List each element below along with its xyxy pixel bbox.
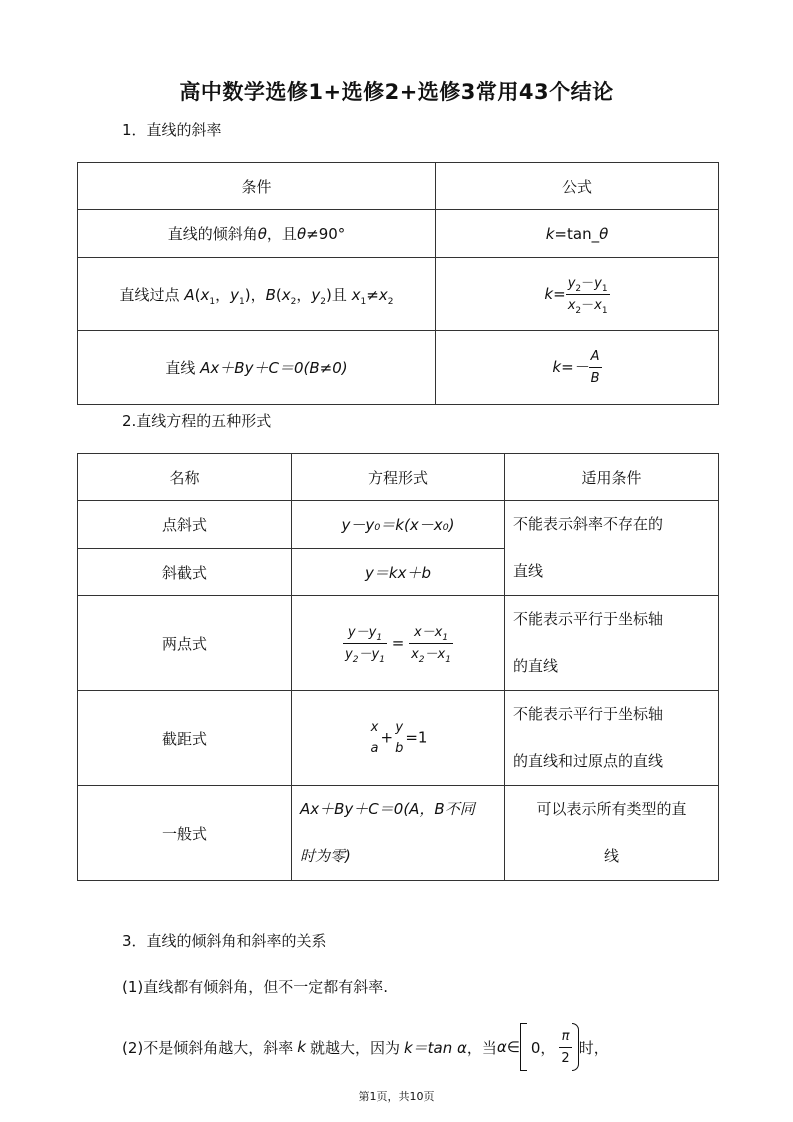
form-equation: y－y₀＝k(x－x₀) <box>292 501 505 549</box>
forms-header-name: 名称 <box>78 454 292 501</box>
text: －y <box>358 646 380 662</box>
var: x <box>378 285 388 304</box>
subscript: 1 <box>238 296 245 307</box>
text: =1 <box>405 728 428 747</box>
equation: Ax＋By＋C＝0(B≠0) <box>200 359 348 377</box>
subscript: 1 <box>445 654 451 665</box>
denominator: B <box>590 371 600 386</box>
var: x <box>594 297 602 313</box>
var: y <box>567 275 576 291</box>
slope-header-condition: 条件 <box>78 163 436 210</box>
section2-heading: 2.直线方程的五种形式 <box>122 412 272 430</box>
text: 时为零) <box>300 847 351 865</box>
numerator: x <box>370 720 379 735</box>
text: 直线过点 <box>119 285 180 304</box>
point-a: A <box>184 285 195 304</box>
var: x <box>351 285 361 304</box>
fraction <box>409 624 453 665</box>
var: y <box>594 275 602 291</box>
subscript: 2 <box>387 296 394 307</box>
text: 直线的倾斜角 <box>167 225 258 243</box>
form-condition <box>505 501 719 596</box>
numerator: y <box>395 720 404 735</box>
subscript: 1 <box>376 632 383 643</box>
plus: + <box>380 728 394 747</box>
text: ， <box>215 285 231 304</box>
text: 就越大，因为 <box>309 1038 400 1057</box>
form-condition <box>505 596 719 691</box>
var: x <box>281 285 291 304</box>
text: 不能表示平行于坐标轴 <box>513 705 664 723</box>
subscript: 2 <box>575 305 582 316</box>
equals: = <box>391 633 405 652</box>
form-condition <box>505 786 719 881</box>
text: ≠ <box>366 285 379 304</box>
right-bracket <box>572 1023 579 1071</box>
section3-paragraph-2 <box>122 1022 609 1072</box>
equation: k＝tan α <box>403 1038 467 1057</box>
fraction <box>369 721 381 755</box>
interval <box>520 1023 579 1071</box>
forms-header-condition: 适用条件 <box>505 454 719 501</box>
text: －x <box>424 646 446 662</box>
text: 可以表示所有类型的直 <box>536 800 687 818</box>
text: x <box>411 646 419 662</box>
denominator: a <box>370 741 379 756</box>
theta: θ <box>599 224 609 243</box>
slope-row3-condition <box>78 331 436 405</box>
subscript: 2 <box>320 296 326 307</box>
denominator: 2 <box>561 1050 570 1066</box>
text: y <box>345 646 353 662</box>
form-name: 截距式 <box>78 691 292 786</box>
text: － <box>581 275 595 291</box>
text: ，当 <box>466 1038 497 1057</box>
text: 0， <box>530 1038 556 1057</box>
form-name: 斜截式 <box>78 549 292 596</box>
forms-header-equation: 方程形式 <box>292 454 505 501</box>
subscript: 2 <box>290 296 297 307</box>
text: )且 <box>326 285 347 304</box>
k-symbol: k <box>297 1038 306 1056</box>
slope-row1-formula <box>436 210 719 258</box>
slope-table <box>77 162 719 405</box>
text: 直线 <box>165 359 196 377</box>
text: x－x <box>413 624 443 640</box>
theta: θ <box>257 225 267 243</box>
text: 时， <box>578 1038 609 1057</box>
subscript: 2 <box>418 654 425 665</box>
subscript: 1 <box>360 296 367 307</box>
slope-row3-formula <box>436 331 719 405</box>
k-symbol: k <box>545 224 555 243</box>
text: (2)不是倾斜角越大，斜率 <box>122 1038 294 1057</box>
text: y－y <box>347 624 377 640</box>
denominator: b <box>395 741 404 756</box>
slope-row1-condition <box>78 210 436 258</box>
alpha-in: α∈ <box>496 1038 520 1056</box>
subscript: 1 <box>379 654 385 665</box>
text: Ax＋By＋C＝0(A，B不同 <box>300 800 475 818</box>
fraction <box>559 1030 571 1065</box>
k-equals: k=－ <box>552 358 589 376</box>
subscript: 1 <box>601 305 608 316</box>
var: y <box>311 285 321 304</box>
numerator: A <box>589 350 602 368</box>
slope-row2-condition: 直线过点 $A(x_1$，$y_1$)，$B(x_2$，$y_2$)且 $x_1\ne x_2$ <box>78 258 436 331</box>
forms-table <box>77 453 719 881</box>
section3-heading: 3．直线的倾斜角和斜率的关系 <box>122 932 327 950</box>
theta: θ <box>296 225 307 243</box>
form-name: 点斜式 <box>78 501 292 549</box>
numerator: π <box>559 1030 571 1048</box>
fraction <box>566 275 610 316</box>
section1-heading: 1．直线的斜率 <box>122 121 222 139</box>
text: 不能表示斜率不存在的 <box>513 515 664 533</box>
text: )， <box>244 285 266 304</box>
var: x <box>567 297 576 313</box>
page-footer: 第1页，共10页 <box>358 1090 435 1103</box>
text: 的直线 <box>513 657 559 675</box>
text: 不能表示平行于坐标轴 <box>513 610 664 628</box>
k-equals: k= <box>544 284 566 303</box>
form-equation <box>292 691 505 786</box>
form-condition <box>505 691 719 786</box>
fraction <box>393 721 405 755</box>
text: 直线 <box>513 562 544 580</box>
form-equation: y＝kx＋b <box>292 549 505 596</box>
subscript: 1 <box>209 296 216 307</box>
form-equation <box>292 786 505 881</box>
text: 的直线和过原点的直线 <box>513 752 664 770</box>
text: ≠90° <box>306 225 346 243</box>
fraction <box>343 624 387 665</box>
page-title: 高中数学选修1+选修2+选修3常用43个结论 <box>179 80 614 104</box>
text: 线 <box>603 847 619 865</box>
text: =tan_ <box>554 224 600 243</box>
section3-paragraph-1: (1)直线都有倾斜角，但不一定都有斜率. <box>122 978 389 996</box>
form-name: 两点式 <box>78 596 292 691</box>
text: ，且 <box>266 225 297 243</box>
slope-header-formula: 公式 <box>436 163 719 210</box>
subscript: 2 <box>575 283 582 294</box>
subscript: 2 <box>352 654 359 665</box>
subscript: 1 <box>601 283 608 294</box>
text: － <box>581 297 595 313</box>
form-equation <box>292 596 505 691</box>
form-name: 一般式 <box>78 786 292 881</box>
text: ， <box>296 285 312 304</box>
var: y <box>230 285 239 304</box>
fraction <box>589 350 602 385</box>
var: x <box>200 285 210 304</box>
slope-row2-formula <box>436 258 719 331</box>
left-bracket <box>520 1023 527 1071</box>
point-b: B <box>265 285 276 304</box>
subscript: 1 <box>442 632 449 643</box>
